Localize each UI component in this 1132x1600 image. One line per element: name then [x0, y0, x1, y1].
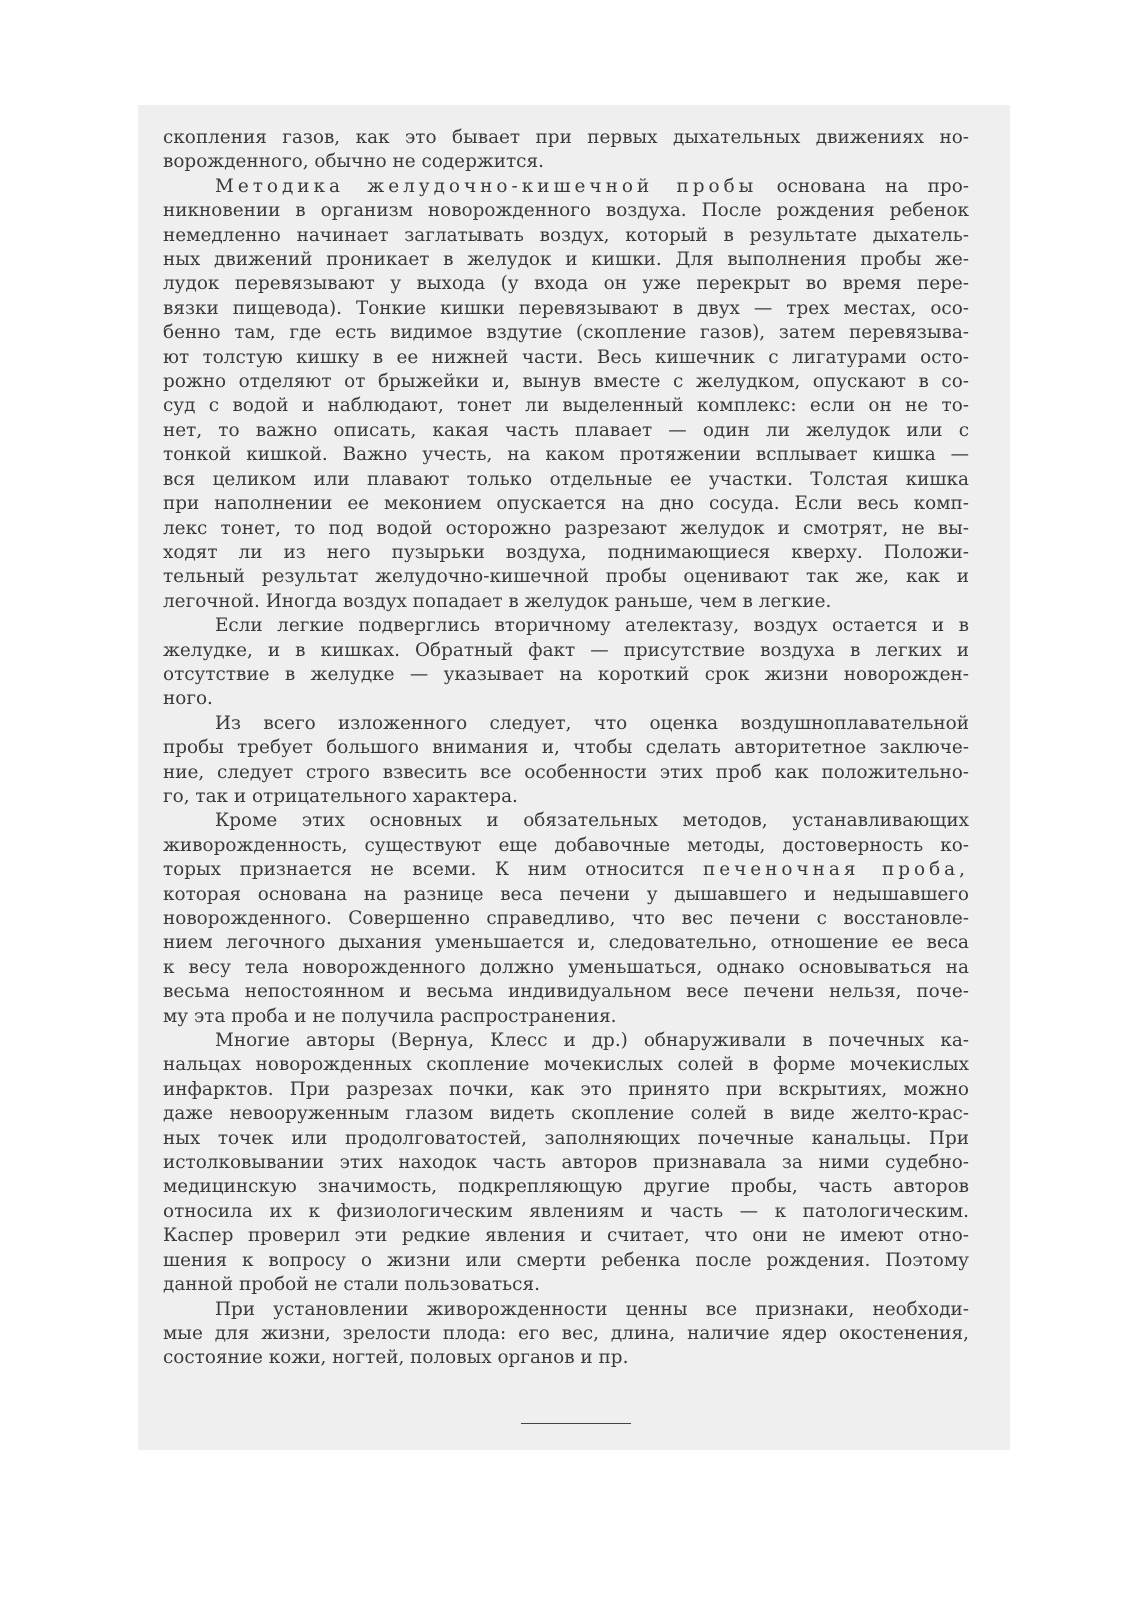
- line-text: никновении в организм новорожденного воздуха. После рождения ребенок: [163, 200, 969, 222]
- line-text: к весу тела новорожденного должно уменьшаться, однако основываться на: [163, 956, 969, 978]
- line-text: новорожденного. Совершенно справедливо, что вес печени с восстановле-: [163, 908, 969, 929]
- body-text: [163, 126, 969, 1371]
- line-text: основана на про-: [776, 175, 969, 197]
- line-text: суд с водой и наблюдают, тонет ли выделенный комплекс: если он не то-: [163, 395, 969, 417]
- text-line: [163, 175, 969, 199]
- line-text: мые для жизни, зрелости плода: его вес, длина, наличие ядер окостенения,: [163, 1322, 969, 1344]
- text-line: [163, 370, 969, 394]
- line-text: ют толстую кишку в ее нижней части. Весь кишечник с лигатурами осто-: [163, 346, 969, 368]
- text-line: [163, 492, 969, 516]
- text-line: [163, 248, 969, 272]
- text-line: [163, 687, 969, 711]
- line-text: которая основана на разнице веса печени у дышавшего и недышавшего: [163, 883, 969, 905]
- text-line: [163, 785, 969, 809]
- line-text: Каспер проверил эти редкие явления и считает, что они не имеют отно-: [163, 1225, 969, 1247]
- text-line: [163, 931, 969, 955]
- paragraph: [163, 614, 969, 712]
- line-text: немедленно начинает заглатывать воздух, который в результате дыхатель-: [163, 224, 969, 246]
- paragraph: [163, 126, 969, 175]
- text-line: [163, 199, 969, 223]
- end-rule: [521, 1423, 631, 1424]
- text-line: [163, 883, 969, 907]
- text-line: [163, 1298, 969, 1322]
- line-text: го, так и отрицательного характера.: [163, 785, 518, 807]
- line-text: тельный результат желудочно-кишечной пробы оценивают так же, как и: [163, 566, 969, 588]
- line-text: желудке, и в кишках. Обратный факт — присутствие воздуха в легких и: [163, 639, 969, 661]
- text-line: [163, 1346, 969, 1370]
- line-text: ворожденного, обычно не содержится.: [163, 151, 544, 173]
- line-text: торых признается не всеми. К ним относится: [163, 859, 685, 881]
- paragraph: [163, 712, 969, 810]
- line-text: весьма непостоянном и весьма индивидуальном весе печени нельзя, поче-: [163, 981, 969, 1003]
- text-line: [163, 907, 969, 931]
- line-text: вязки пищевода). Тонкие кишки перевязывают в двух — трех местах, осо-: [163, 297, 969, 319]
- line-text: ных движений проникает в желудок и кишки. Для выполнения пробы же-: [163, 249, 969, 271]
- text-line: [163, 150, 969, 174]
- text-line: [163, 663, 969, 687]
- line-text: данной пробой не стали пользоваться.: [163, 1274, 540, 1296]
- line-text: Кроме этих основных и обязательных методов, устанавливающих: [215, 810, 969, 832]
- text-line: [163, 639, 969, 663]
- text-line: [163, 1053, 969, 1077]
- text-line: [163, 272, 969, 296]
- text-line: [163, 761, 969, 785]
- book-page: [138, 105, 1010, 1450]
- text-line: [163, 1151, 969, 1175]
- text-line: [163, 565, 969, 589]
- line-text: Из всего изложенного следует, что оценка воздушноплавательной: [215, 712, 969, 734]
- line-text: ного.: [163, 688, 213, 710]
- line-text: ходят ли из него пузырьки воздуха, поднимающиеся кверху. Положи-: [163, 541, 969, 563]
- line-text: живорожденность, существуют еще добавочные методы, достоверность ко-: [163, 834, 969, 856]
- paragraph: [163, 809, 969, 1029]
- line-text: состояние кожи, ногтей, половых органов и пр.: [163, 1347, 629, 1369]
- text-line: [163, 809, 969, 833]
- paragraph: [163, 1298, 969, 1371]
- line-text: легочной. Иногда воздух попадает в желудок раньше, чем в легкие.: [163, 590, 832, 612]
- line-text: лудок перевязывают у выхода (у входа он уже перекрыт во время пере-: [163, 273, 969, 295]
- text-line: [163, 541, 969, 565]
- text-line: [163, 1005, 969, 1029]
- text-line: [163, 858, 969, 882]
- line-text: истолковывании этих находок часть авторов признавала за ними судебно-: [163, 1152, 969, 1174]
- spaced-lead-text: Методика желудочно-кишечной пробы: [215, 175, 758, 197]
- text-line: [163, 1127, 969, 1151]
- line-text: ных точек или продолговатостей, заполняющих почечные канальцы. При: [163, 1127, 969, 1149]
- paragraph: [163, 1029, 969, 1297]
- text-line: [163, 736, 969, 760]
- paragraph: [163, 175, 969, 614]
- line-text: му эта проба и не получила распространения.: [163, 1005, 617, 1027]
- line-text: Если легкие подверглись вторичному ателектазу, воздух остается и в: [215, 615, 969, 637]
- text-line: [163, 956, 969, 980]
- line-text: вся целиком или плавают только отдельные ее участки. Толстая кишка: [163, 468, 969, 490]
- line-text: даже невооруженным глазом видеть скопление солей в виде желто-крас-: [163, 1103, 969, 1125]
- text-line: [163, 614, 969, 638]
- line-text: При установлении живорожденности ценны все признаки, необходи-: [215, 1298, 969, 1320]
- text-line: [163, 1200, 969, 1224]
- text-line: [163, 1102, 969, 1126]
- line-text: отсутствие в желудке — указывает на короткий срок жизни новорожден-: [163, 663, 969, 685]
- line-text: нием легочного дыхания уменьшается и, следовательно, отношение ее веса: [163, 932, 969, 954]
- line-text: лекс тонет, то под водой осторожно разрезают желудок и смотрят, не вы-: [163, 517, 969, 539]
- line-text: инфарктов. При разрезах почки, как это принято при вскрытиях, можно: [163, 1078, 969, 1100]
- text-line: [163, 517, 969, 541]
- spaced-tail-text: печеночная проба,: [702, 859, 969, 881]
- text-line: [163, 394, 969, 418]
- line-text: нет, то важно описать, какая часть плавает — один ли желудок или с: [163, 419, 969, 441]
- text-line: [163, 980, 969, 1004]
- line-text: тонкой кишкой. Важно учесть, на каком протяжении всплывает кишка —: [163, 444, 969, 466]
- line-text: Многие авторы (Вернуа, Клесс и др.) обнаруживали в почечных ка-: [215, 1030, 969, 1052]
- text-line: [163, 1249, 969, 1273]
- line-text: нальцах новорожденных скопление мочекислых солей в форме мочекислых: [163, 1054, 969, 1076]
- line-text: рожно отделяют от брыжейки и, вынув вместе с желудком, опускают в со-: [163, 371, 969, 393]
- text-line: [163, 297, 969, 321]
- line-text: шения к вопросу о жизни или смерти ребенка после рождения. Поэтому: [163, 1249, 969, 1271]
- line-text: при наполнении ее меконием опускается на дно сосуда. Если весь комп-: [163, 493, 969, 515]
- line-text: пробы требует большого внимания и, чтобы сделать авторитетное заключе-: [163, 737, 969, 759]
- line-text: скопления газов, как это бывает при первых дыхательных движениях но-: [163, 127, 969, 148]
- text-line: [163, 712, 969, 736]
- text-line: [163, 1029, 969, 1053]
- text-line: [163, 1322, 969, 1346]
- text-line: [163, 1078, 969, 1102]
- text-line: [163, 1224, 969, 1248]
- line-text: относила их к физиологическим явлениям и часть — к патологическим.: [163, 1200, 969, 1222]
- text-line: [163, 443, 969, 467]
- text-line: [163, 468, 969, 492]
- text-line: [163, 419, 969, 443]
- line-text: ние, следует строго взвесить все особенности этих проб как положительно-: [163, 761, 969, 783]
- line-text: бенно там, где есть видимое вздутие (скопление газов), затем перевязыва-: [163, 322, 969, 344]
- text-line: [163, 834, 969, 858]
- text-line: [163, 126, 969, 150]
- text-line: [163, 224, 969, 248]
- text-line: [163, 321, 969, 345]
- line-text: медицинскую значимость, подкрепляющую другие пробы, часть авторов: [163, 1176, 969, 1198]
- text-line: [163, 1273, 969, 1297]
- text-line: [163, 590, 969, 614]
- text-line: [163, 346, 969, 370]
- text-line: [163, 1175, 969, 1199]
